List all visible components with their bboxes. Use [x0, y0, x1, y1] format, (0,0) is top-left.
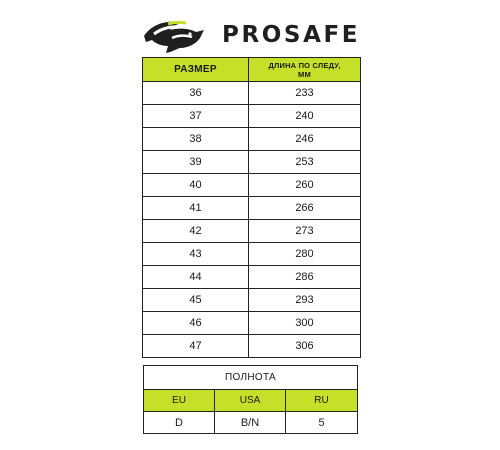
size-chart-table [142, 57, 361, 358]
size-cell: 42 [143, 220, 249, 243]
table-row [143, 266, 361, 289]
length-column-header [249, 58, 361, 82]
fit-title: ПОЛНОТА [144, 366, 358, 390]
size-cell: 47 [143, 335, 249, 358]
size-cell: 37 [143, 105, 249, 128]
fit-table [143, 365, 358, 434]
length-cell: 293 [249, 289, 361, 312]
size-cell: 39 [143, 151, 249, 174]
size-chart-header-row [143, 58, 361, 82]
table-row [143, 151, 361, 174]
length-cell: 273 [249, 220, 361, 243]
brand-logo [142, 16, 361, 54]
length-cell: 286 [249, 266, 361, 289]
fit-title-row [144, 366, 358, 390]
fit-header-usa: USA [215, 390, 286, 412]
table-row [143, 243, 361, 266]
size-column-header: РАЗМЕР [143, 58, 249, 82]
table-row [143, 312, 361, 335]
size-cell: 36 [143, 82, 249, 105]
length-cell: 240 [249, 105, 361, 128]
length-header-line2: ММ [298, 69, 311, 79]
size-cell: 43 [143, 243, 249, 266]
fit-header-ru: RU [286, 390, 358, 412]
fit-header-row [144, 390, 358, 412]
length-header-line1: ДЛИНА ПО СЛЕДУ, [268, 60, 341, 70]
table-row [143, 335, 361, 358]
table-row [143, 82, 361, 105]
size-cell: 40 [143, 174, 249, 197]
size-cell: 44 [143, 266, 249, 289]
fit-value-ru: 5 [286, 412, 358, 434]
size-cell: 38 [143, 128, 249, 151]
length-cell: 246 [249, 128, 361, 151]
brand-name: PROSAFE [222, 22, 361, 48]
length-cell: 260 [249, 174, 361, 197]
size-cell: 41 [143, 197, 249, 220]
table-row [143, 105, 361, 128]
size-cell: 45 [143, 289, 249, 312]
length-cell: 280 [249, 243, 361, 266]
fit-value-row [144, 412, 358, 434]
length-cell: 306 [249, 335, 361, 358]
table-row [143, 128, 361, 151]
table-row [143, 197, 361, 220]
length-cell: 300 [249, 312, 361, 335]
table-row [143, 174, 361, 197]
length-cell: 233 [249, 82, 361, 105]
fit-header-eu: EU [144, 390, 215, 412]
table-row [143, 220, 361, 243]
length-cell: 266 [249, 197, 361, 220]
size-cell: 46 [143, 312, 249, 335]
fit-value-eu: D [144, 412, 215, 434]
length-cell: 253 [249, 151, 361, 174]
fit-value-usa: B/N [215, 412, 286, 434]
rhino-head-icon [142, 16, 206, 54]
table-row [143, 289, 361, 312]
